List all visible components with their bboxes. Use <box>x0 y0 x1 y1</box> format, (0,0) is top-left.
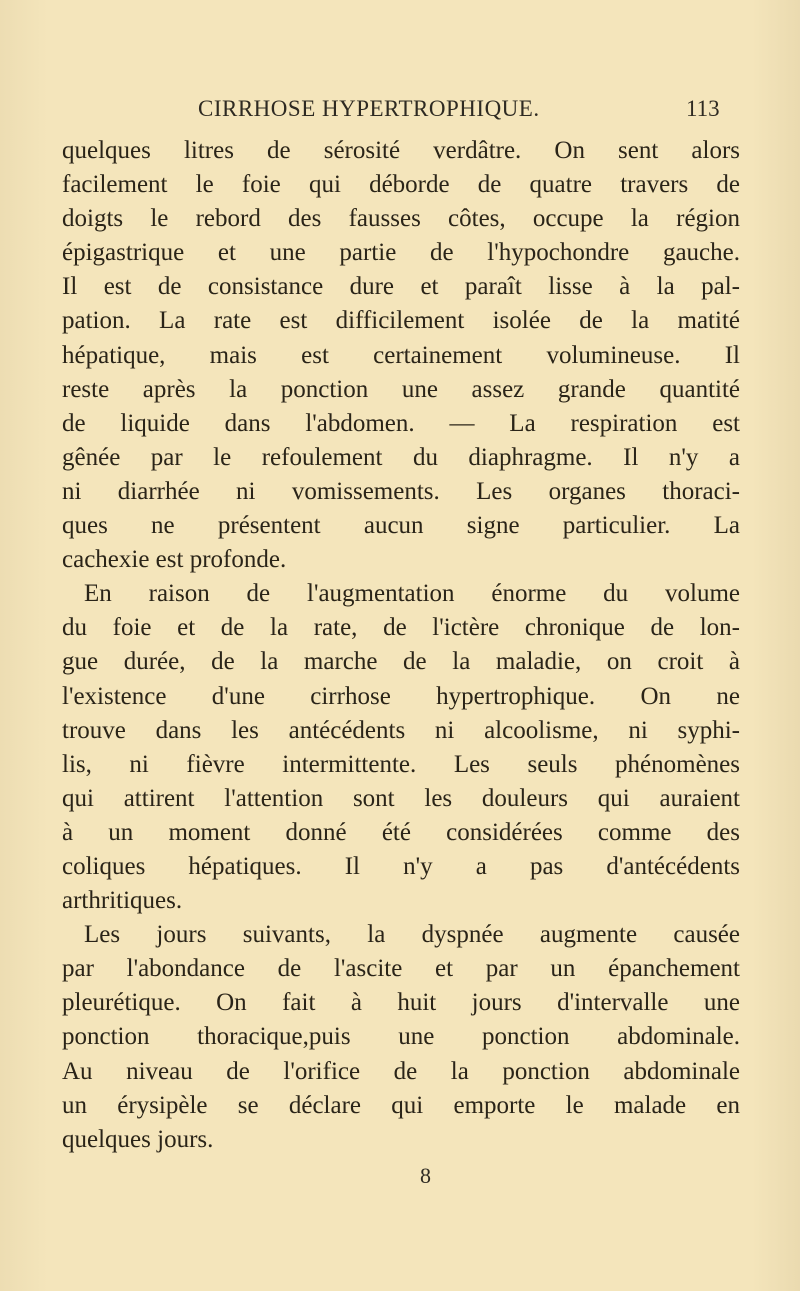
text-line: doigts le rebord des fausses côtes, occupe la région <box>62 205 740 233</box>
paragraph-start: En raison de l'augmentation énorme du volume <box>84 580 740 608</box>
text-line: à un moment donné été considérées comme des <box>62 818 740 846</box>
text-line: pleurétique. On fait à huit jours d'intervalle une <box>62 989 740 1017</box>
text-line: pation. La rate est difficilement isolée de la matité <box>62 307 740 335</box>
text-line: gênée par le refoulement du diaphragme. Il n'y a <box>62 443 740 471</box>
text-line: facilement le foie qui déborde de quatre travers de <box>62 171 740 199</box>
text-line: ques ne présentent aucun signe particulier. La <box>62 512 740 540</box>
text-line: reste après la ponction une assez grande quantité <box>62 375 740 403</box>
text-line: de liquide dans l'abdomen. — La respiration est <box>62 409 740 437</box>
text-line: qui attirent l'attention sont les douleurs qui auraient <box>62 784 740 812</box>
text-line: par l'abondance de l'ascite et par un épanchement <box>62 955 740 983</box>
signature-mark: 8 <box>420 1163 431 1188</box>
text-line: quelques litres de sérosité verdâtre. On sent alors <box>62 137 740 164</box>
text-line: gue durée, de la marche de la maladie, on croit à <box>62 648 740 676</box>
text-line: trouve dans les antécédents ni alcoolisme, ni syphi- <box>62 716 740 744</box>
page-number: 113 <box>686 96 720 121</box>
text-line: du foie et de la rate, de l'ictère chronique de lon- <box>62 614 740 642</box>
body-text <box>62 134 740 1157</box>
text-line: arthritiques. <box>62 887 183 915</box>
text-line: lis, ni fièvre intermittente. Les seuls phénomènes <box>62 750 740 778</box>
text-line: ni diarrhée ni vomissements. Les organes thoraci- <box>62 477 740 505</box>
running-title: CIRRHOSE HYPERTROPHIQUE. <box>198 96 540 121</box>
text-line: épigastrique et une partie de l'hypochondre gauche. <box>62 239 740 267</box>
text-line: cachexie est profonde. <box>62 546 287 574</box>
text-line: ponction thoracique,puis une ponction abdominale. <box>62 1023 740 1051</box>
paragraph-start: Les jours suivants, la dyspnée augmente causée <box>84 921 740 949</box>
text-line: un érysipèle se déclare qui emporte le malade en <box>62 1091 740 1119</box>
text-line: Il est de consistance dure et paraît lisse à la pal- <box>62 273 740 301</box>
running-head <box>0 92 800 126</box>
text-line: Au niveau de l'orifice de la ponction abdominale <box>62 1057 740 1085</box>
text-line: l'existence d'une cirrhose hypertrophique. On ne <box>62 682 740 710</box>
text-line: hépatique, mais est certainement volumineuse. Il <box>62 341 740 369</box>
text-line: coliques hépatiques. Il n'y a pas d'antécédents <box>62 852 740 880</box>
text-line: quelques jours. <box>62 1125 214 1153</box>
